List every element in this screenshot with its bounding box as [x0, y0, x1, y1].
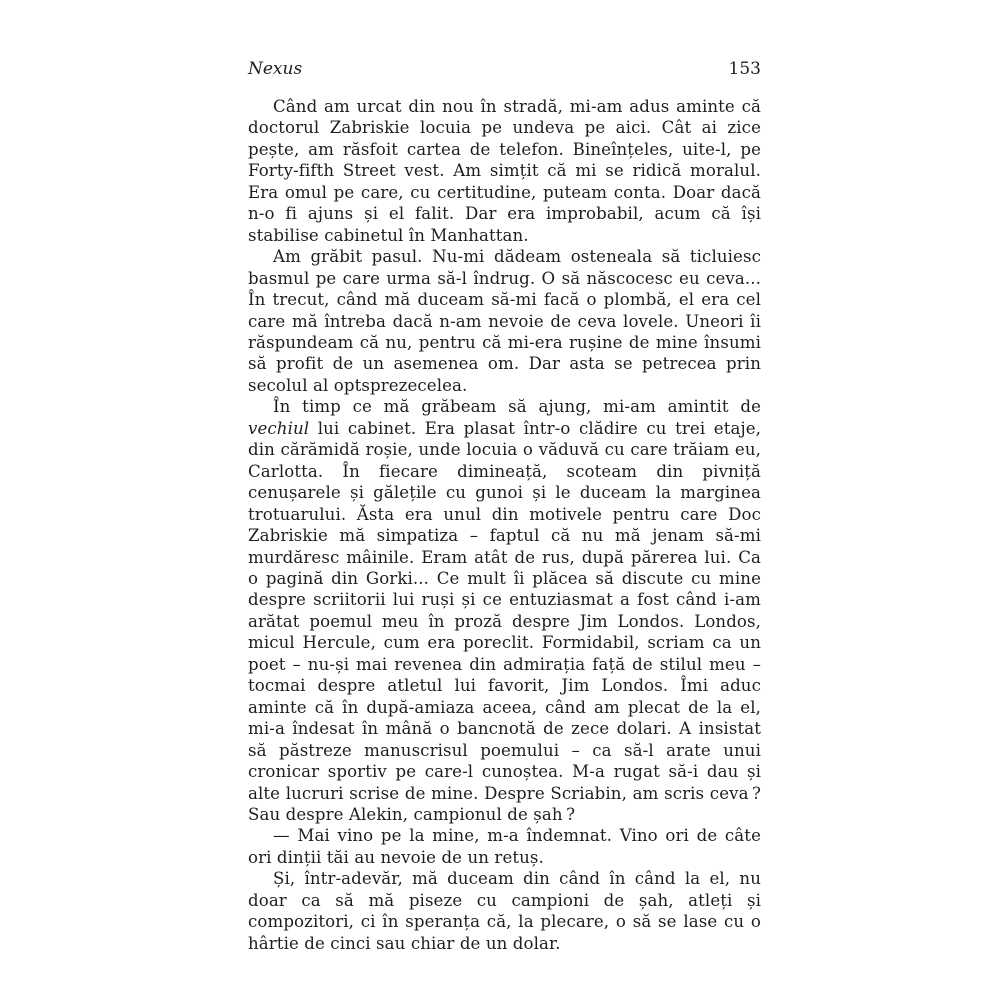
text-block [248, 59, 761, 954]
text-run: În timp ce mă grăbeam să ajung, mi-am amintit de [273, 397, 761, 417]
running-title: Nexus [248, 59, 303, 79]
text-run: Am grăbit pasul. Nu-mi dădeam osteneala să ticluiesc basmul pe care urma să-l îndrug. O să născocesc eu ceva... În trecut, când mă duceam să-mi facă o plombă, el era cel care mă întreba dacă n-am nevoie de ceva lovele. Uneori îi răspundeam că nu, pentru că mi-era rușine de mine însumi să profit de un asemenea om. Dar asta se petrecea prin secolul al optsprezecelea. [248, 247, 761, 395]
paragraph [248, 96, 761, 246]
text-run: Și, într-adevăr, mă duceam din când în când la el, nu doar ca să mă piseze cu campioni de șah, atleți și compozitori, ci în speranța că, la plecare, o să se lase cu o hârtie de cinci sau chiar de un dolar. [248, 869, 761, 953]
body-text [248, 96, 761, 954]
paragraph [248, 246, 761, 396]
paragraph [248, 868, 761, 954]
text-run: — Mai vino pe la mine, m-a îndemnat. Vino ori de câte ori dinții tăi au nevoie de un retuș. [248, 826, 761, 867]
running-header [248, 59, 761, 79]
text-run: Când am urcat din nou în stradă, mi-am adus aminte că doctorul Zabriskie locuia pe undeva pe aici. Cât ai zice pește, am răsfoit cartea de telefon. Bineînțeles, uite-l, pe Forty-fifth Street vest. Am simțit că mi se ridică moralul. Era omul pe care, cu certitudine, puteam conta. Doar dacă n-o fi ajuns și el falit. Dar era improbabil, acum că își stabilise cabinetul în Manhattan. [248, 97, 761, 245]
page-number: 153 [728, 59, 761, 79]
italic-text-run: vechiul [248, 418, 310, 438]
paragraph-dialogue [248, 825, 761, 868]
paragraph [248, 396, 761, 825]
text-run: lui cabinet. Era plasat într-o clădire cu trei etaje, din cărămidă roșie, unde locuia o văduvă cu care trăiam eu, Carlotta. În fiecare dimineață, scoteam din pivniță cenușarele și gălețile cu gunoi și le duceam la marginea trotuarului. Ăsta era unul din motivele pentru care Doc Zabriskie mă simpatiza – faptul că nu mă jenam să-mi murdăresc mâinile. Eram atât de rus, după părerea lui. Ca o pagină din Gorki... Ce mult îi plăcea să discute cu mine despre scriitorii lui ruși și ce entuziasmat a fost când i-am arătat poemul meu în proză despre Jim Londos. Londos, micul Hercule, cum era poreclit. Formidabil, scriam ca un poet – nu-și mai revenea din admirația față de stilul meu – tocmai despre atletul lui favorit, Jim Londos. Îmi aduc aminte că în după-amiaza aceea, când am plecat de la el, mi-a îndesat în mână o bancnotă de zece dolari. A insistat să păstreze manuscrisul poemului – ca să-l arate unui cronicar sportiv pe care-l cunoștea. M-a rugat să-i dau și alte lucruri scrise de mine. Despre Scriabin, am scris ceva ? Sau despre Alekin, campionul de șah ? [248, 418, 761, 824]
